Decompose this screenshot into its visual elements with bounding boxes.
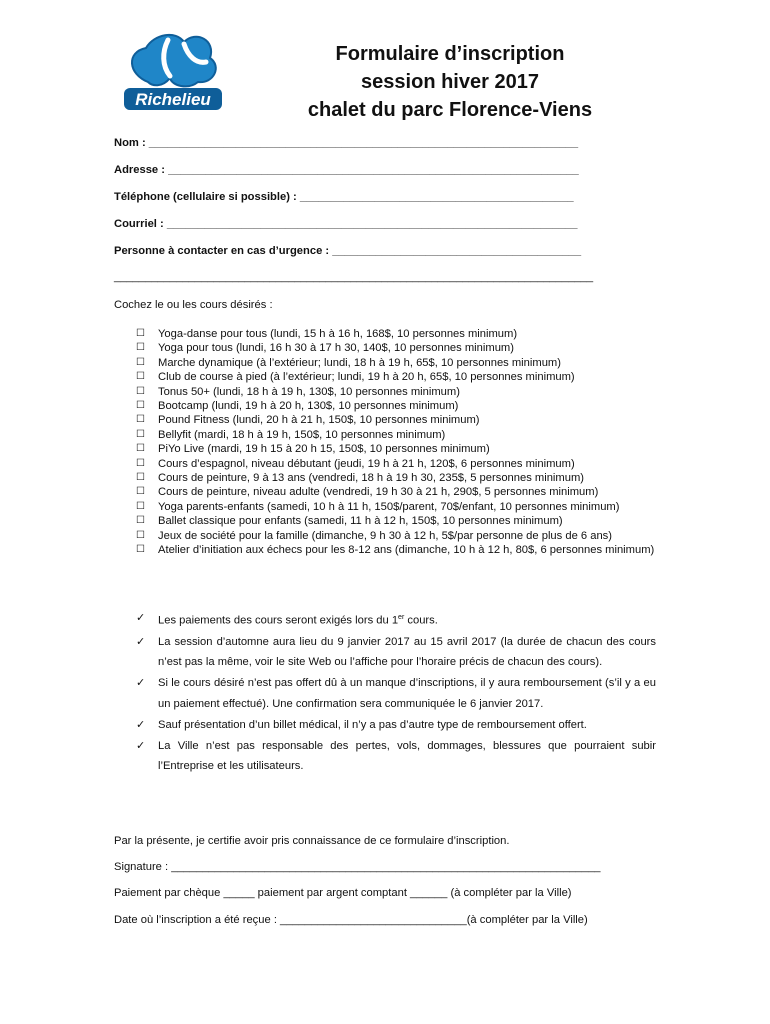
course-label: Atelier d’initiation aux échecs pour les 8-12 ans (dimanche, 10 h à 12 h, 80$, 6 personnes minimum) bbox=[158, 544, 655, 557]
courriel-field[interactable]: Courriel : __________________________________________________________________ bbox=[114, 218, 578, 230]
course-item bbox=[136, 385, 656, 399]
course-item bbox=[136, 543, 656, 557]
course-list bbox=[136, 327, 656, 558]
checkbox-icon[interactable]: ☐ bbox=[136, 342, 145, 354]
course-item bbox=[136, 370, 656, 384]
course-item bbox=[136, 442, 656, 456]
course-item bbox=[136, 485, 656, 499]
checkbox-icon[interactable]: ☐ bbox=[136, 328, 145, 339]
note-payment-first-course: Les paiements des cours seront exigés lors du 1er cours. bbox=[158, 614, 438, 627]
course-label: Ballet classique pour enfants (samedi, 11 h à 12 h, 150$, 10 personnes minimum) bbox=[158, 515, 563, 528]
telephone-field[interactable]: Téléphone (cellulaire si possible) : ____________________________________________ bbox=[114, 191, 574, 203]
check-icon: ✓ bbox=[136, 739, 146, 752]
checkbox-icon[interactable]: ☐ bbox=[136, 529, 145, 541]
check-icon: ✓ bbox=[136, 677, 146, 690]
course-item bbox=[136, 428, 656, 442]
courses-intro: Cochez le ou les cours désirés : bbox=[114, 299, 273, 311]
urgence-field[interactable]: Personne à contacter en cas d’urgence : ________________________________________ bbox=[114, 245, 582, 257]
title-line-1: Formulaire d’inscription bbox=[335, 43, 565, 65]
course-item bbox=[136, 514, 656, 528]
course-item bbox=[136, 341, 656, 355]
course-label: Yoga parents-enfants (samedi, 10 h à 11 h, 150$/parent, 70$/enfant, 10 personnes minimum) bbox=[158, 500, 620, 513]
check-icon: ✓ bbox=[136, 612, 146, 624]
course-label: PiYo Live (mardi, 19 h 15 à 20 h 15, 150$, 10 personnes minimum) bbox=[158, 443, 490, 456]
checkbox-icon[interactable]: ☐ bbox=[136, 428, 145, 440]
date-received-field[interactable]: Date où l’inscription a été reçue : ______________________________(à compléter par la Ville) bbox=[114, 914, 588, 926]
note-liability: La Ville n’est pas responsable des pertes, vols, dommages, blessures que pourraient subir l’Entreprise et les utilisateurs. bbox=[158, 739, 656, 773]
richelieu-logo-graphic bbox=[118, 24, 228, 116]
course-label: Pound Fitness (lundi, 20 h à 21 h, 150$, 10 personnes minimum) bbox=[158, 414, 480, 427]
note-item bbox=[136, 715, 656, 736]
course-label: Yoga pour tous (lundi, 16 h 30 à 17 h 30, 140$, 10 personnes minimum) bbox=[158, 342, 514, 355]
course-label: Bootcamp (lundi, 19 h à 20 h, 130$, 10 personnes minimum) bbox=[158, 400, 459, 413]
note-refund-cancelled: Si le cours désiré n’est pas offert dû à un manque d’inscriptions, il y aura remboursement (s’il y a eu un paiement effectué). Une confirmation sera communiquée le 6 janvier 2017. bbox=[158, 677, 656, 710]
checkbox-icon[interactable]: ☐ bbox=[136, 457, 145, 469]
checkbox-icon[interactable]: ☐ bbox=[136, 515, 145, 527]
checkbox-icon[interactable]: ☐ bbox=[136, 400, 145, 412]
course-label: Marche dynamique (à l’extérieur; lundi, 18 h à 19 h, 65$, 10 personnes minimum) bbox=[158, 356, 561, 369]
course-item bbox=[136, 399, 656, 413]
logo-text: Richelieu bbox=[135, 90, 211, 109]
signature-field[interactable]: Signature : _____________________________________________________________________ bbox=[114, 861, 601, 873]
richelieu-logo bbox=[118, 24, 228, 116]
payment-field[interactable]: Paiement par chèque _____ paiement par argent comptant ______ (à compléter par la Ville) bbox=[114, 887, 572, 899]
adresse-field[interactable]: Adresse : __________________________________________________________________ bbox=[114, 164, 579, 176]
checkbox-icon[interactable]: ☐ bbox=[136, 472, 145, 484]
urgence-field-continuation[interactable]: _____________________________________________________________________________ bbox=[114, 271, 594, 283]
note-item bbox=[136, 736, 656, 778]
checkbox-icon[interactable]: ☐ bbox=[136, 371, 145, 383]
note-item bbox=[136, 673, 656, 715]
course-label: Jeux de société pour la famille (dimanche, 9 h 30 à 12 h, 5$/par personne de plus de 6 ans) bbox=[158, 529, 613, 542]
note-session-dates: La session d’automne aura lieu du 9 janvier 2017 au 15 avril 2017 (la durée de chacun des cours n’est pas la même, voir le site Web ou l’affiche pour l’horaire précis de chacun des cours). bbox=[158, 635, 656, 669]
course-label: Tonus 50+ (lundi, 18 h à 19 h, 130$, 10 personnes minimum) bbox=[158, 385, 460, 398]
title-line-2: session hiver 2017 bbox=[361, 71, 539, 93]
course-label: Yoga-danse pour tous (lundi, 15 h à 16 h, 168$, 10 personnes minimum) bbox=[158, 328, 518, 340]
course-item bbox=[136, 529, 656, 543]
title-line-3: chalet du parc Florence-Viens bbox=[307, 99, 593, 121]
course-label: Cours d’espagnol, niveau débutant (jeudi, 19 h à 21 h, 120$, 6 personnes minimum) bbox=[158, 457, 575, 470]
check-icon: ✓ bbox=[136, 635, 146, 648]
course-label: Club de course à pied (à l’extérieur; lundi, 19 h à 20 h, 65$, 10 personnes minimum) bbox=[158, 371, 575, 384]
note-item bbox=[136, 608, 656, 632]
checkbox-icon[interactable]: ☐ bbox=[136, 544, 145, 556]
checkbox-icon[interactable]: ☐ bbox=[136, 356, 145, 368]
course-item bbox=[136, 356, 656, 370]
course-item bbox=[136, 457, 656, 471]
course-item bbox=[136, 413, 656, 427]
note-medical-refund: Sauf présentation d’un billet médical, il n’y a pas d’autre type de remboursement offert. bbox=[158, 718, 587, 731]
nom-field[interactable]: Nom : _____________________________________________________________________ bbox=[114, 137, 579, 149]
page-title bbox=[255, 40, 645, 124]
checkbox-icon[interactable]: ☐ bbox=[136, 500, 145, 512]
certify-text: Par la présente, je certifie avoir pris connaissance de ce formulaire d’inscription. bbox=[114, 835, 510, 847]
checkbox-icon[interactable]: ☐ bbox=[136, 486, 145, 498]
course-label: Cours de peinture, niveau adulte (vendredi, 19 h 30 à 21 h, 290$, 5 personnes minimum) bbox=[158, 486, 599, 499]
checkbox-icon[interactable]: ☐ bbox=[136, 443, 145, 455]
checkbox-icon[interactable]: ☐ bbox=[136, 385, 145, 397]
notes-list bbox=[136, 608, 656, 777]
course-item bbox=[136, 500, 656, 514]
course-label: Cours de peinture, 9 à 13 ans (vendredi, 18 h à 19 h 30, 235$, 5 personnes minimum) bbox=[158, 472, 585, 485]
checkbox-icon[interactable]: ☐ bbox=[136, 414, 145, 426]
note-item bbox=[136, 632, 656, 674]
check-icon: ✓ bbox=[136, 718, 146, 731]
course-label: Bellyfit (mardi, 18 h à 19 h, 150$, 10 personnes minimum) bbox=[158, 428, 446, 441]
course-item bbox=[136, 327, 656, 341]
course-item bbox=[136, 471, 656, 485]
